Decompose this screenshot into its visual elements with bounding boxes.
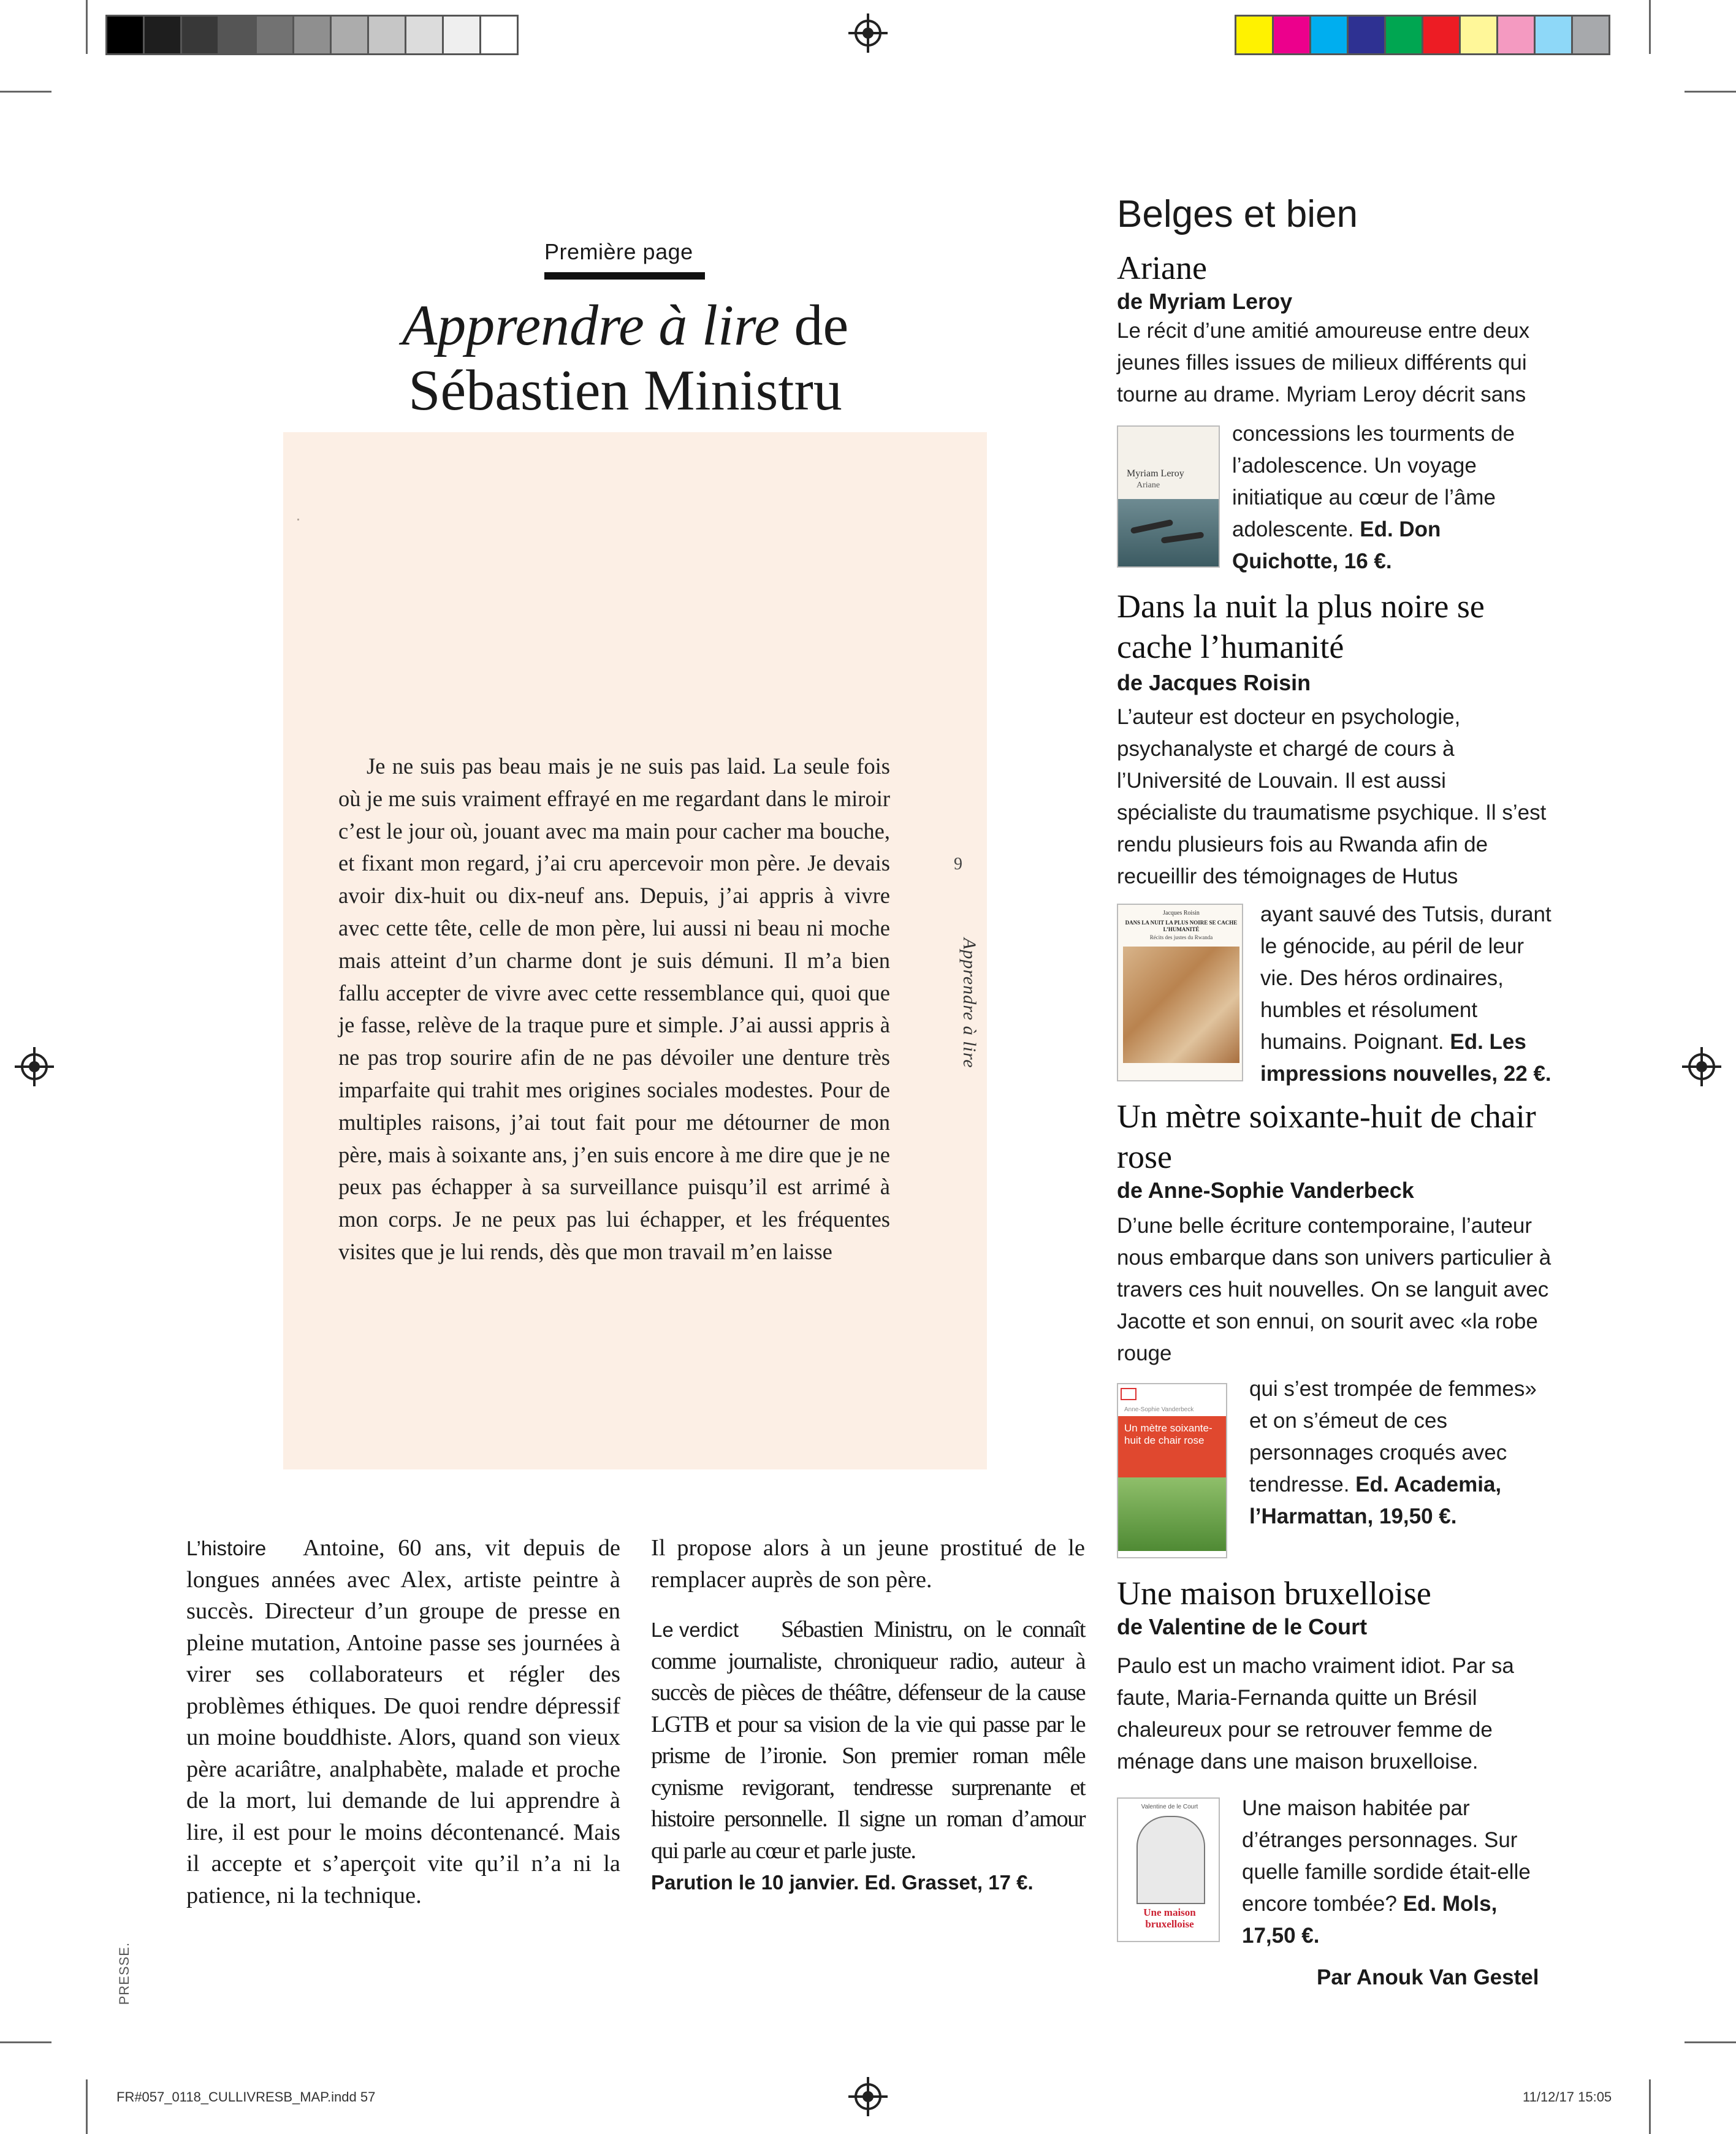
verdict-publication: Parution le 10 janvier. Ed. Grasset, 17 €. [651, 1871, 1034, 1894]
book-un-metre [1117, 1096, 1552, 1370]
cover-author: Jacques Roisin [1163, 910, 1200, 916]
book-une-maison [1117, 1573, 1552, 1778]
kicker-underline [544, 272, 705, 280]
crop-mark [86, 2079, 88, 2134]
review-right-column [651, 1533, 1085, 1899]
color-swatch [1461, 17, 1498, 53]
book-text-wrap [1249, 1373, 1556, 1533]
running-title: Apprendre à lire [959, 938, 980, 1069]
cover-author: Valentine de le Court [1141, 1804, 1198, 1810]
book-cover-dans-la-nuit [1117, 904, 1243, 1081]
color-swatch [1349, 17, 1386, 53]
book-title: Ariane [1117, 250, 1207, 286]
crop-mark [1685, 2041, 1736, 2043]
cover-photo [1118, 1477, 1227, 1551]
book-text-continued: Une maison habitée par d’étranges personnages. Sur quelle famille sordide était-elle encore tombée? [1242, 1796, 1531, 1916]
cover-title: DANS LA NUIT LA PLUS NOIRE SE CACHE L’HUMANITÉ [1125, 920, 1238, 932]
verdict-paragraph [651, 1614, 1085, 1867]
color-swatch [182, 17, 219, 53]
color-swatch [294, 17, 332, 53]
book-text-continued: qui s’est trompée de femmes» et on s’émeut de ces personnages croqués avec tendresse. [1249, 1377, 1537, 1496]
color-swatch [1423, 17, 1461, 53]
title-book: Apprendre à lire [402, 294, 780, 357]
book-text: L’auteur est docteur en psychologie, psychanalyste et chargé de cours à l’Université de Louvain. Il est aussi spécialiste du traumatisme psychique. Il s’est rendu plusieurs fois au Rwanda afin de recueillir des témoignages de Hutus [1117, 705, 1547, 888]
histoire-text: Antoine, 60 ans, vit depuis de longues années avec Alex, artiste peintre à succès. Directeur d’un groupe de presse en pleine mutation, Antoine passe ses journées à virer ses collaborateurs et régler des problèmes éthiques. De quoi rendre dépressif un moine bouddhiste. Alors, quand son vieux père acariâtre, analphabète, malade et proche de la mort, lui demande de lui apprendre à lire, il est pour le moins décontenancé. Mais il accepte et s’aperçoit vite qu’il n’a ni la patience, ni la technique. [186, 1535, 620, 1908]
histoire-paragraph [186, 1533, 620, 1911]
color-swatch [332, 17, 369, 53]
book-text-continued: ayant sauvé des Tutsis, durant le génocide, au péril de leur vie. Des héros ordinaires, humbles et résolument humains. Poignant. [1260, 902, 1551, 1054]
book-text-wrap [1260, 899, 1555, 1090]
book-text: Le récit d’une amitié amoureuse entre deux jeunes filles issues de milieux différents qui tourne au drame. Myriam Leroy décrit sans [1117, 319, 1530, 406]
color-swatch [481, 17, 517, 53]
cover-subtitle: Récits des justes du Rwanda [1149, 934, 1213, 940]
book-cover-ariane [1117, 425, 1220, 568]
byline: Par Anouk Van Gestel [1317, 1965, 1539, 1989]
color-swatch [1311, 17, 1349, 53]
crop-mark [1685, 91, 1736, 93]
excerpt-speck [297, 519, 299, 520]
cover-logo [1121, 1388, 1136, 1400]
registration-mark-right [1688, 1053, 1715, 1080]
crop-mark [1649, 0, 1651, 54]
title-author: Sébastien Ministru [408, 359, 842, 422]
color-swatch [219, 17, 257, 53]
crop-mark [0, 91, 51, 93]
cover-author: Myriam Leroy [1127, 468, 1184, 479]
cover-photo [1118, 499, 1220, 568]
book-ariane [1117, 248, 1552, 411]
color-swatch [1386, 17, 1423, 53]
color-swatch [257, 17, 294, 53]
color-swatch [444, 17, 481, 53]
book-publication: Ed. Les impressions nouvelles, 22 €. [1260, 1030, 1551, 1086]
cover-author: Anne-Sophie Vanderbeck [1124, 1406, 1194, 1413]
margin-note: PRESSE. [116, 1942, 132, 2005]
registration-mark-left [21, 1053, 48, 1080]
color-swatch [369, 17, 406, 53]
color-swatch [1498, 17, 1536, 53]
book-title: Dans la nuit la plus noire se cache l’humanité [1117, 588, 1485, 665]
book-author: de Jacques Roisin [1117, 670, 1311, 695]
book-cover-un-metre [1117, 1383, 1227, 1558]
slug-date: 11/12/17 15:05 [1523, 2089, 1612, 2105]
cover-title: Un mètre soixante-huit de chair rose [1124, 1422, 1213, 1446]
registration-mark-bottom [855, 2083, 881, 2110]
verdict-label: Le verdict [651, 1618, 739, 1641]
book-cover-une-maison [1117, 1797, 1220, 1942]
crop-mark [1649, 2079, 1651, 2134]
color-swatch [1536, 17, 1573, 53]
color-swatch [145, 17, 182, 53]
cover-title: Ariane [1136, 481, 1160, 490]
histoire-label: L’histoire [186, 1537, 267, 1560]
book-publication: Ed. Academia, l’Harmattan, 19,50 €. [1249, 1473, 1502, 1528]
book-author: de Anne-Sophie Vanderbeck [1117, 1178, 1414, 1203]
book-author: de Valentine de le Court [1117, 1614, 1368, 1639]
book-text-wrap [1242, 1793, 1555, 1952]
color-swatch [107, 17, 145, 53]
book-title: Une maison bruxelloise [1117, 1575, 1431, 1612]
book-text: Paulo est un macho vraiment idiot. Par sa faute, Maria-Fernanda quitte un Brésil chaleureux pour se retrouver femme de ménage dans une maison bruxelloise. [1117, 1654, 1514, 1774]
book-author: de Myriam Leroy [1117, 289, 1293, 314]
book-text-wrap [1232, 418, 1551, 577]
book-dans-la-nuit [1117, 586, 1552, 893]
excerpt-text: Je ne suis pas beau mais je ne suis pas laid. La seule fois où je me suis vraiment effrayé en me regardant dans le miroir c’est le jour où, jouant avec ma main pour cacher ma bouche, et fixant mon regard, j’ai cru apercevoir mon père. Je devais avoir dix-huit ou dix-neuf ans. Depuis, j’ai appris à vivre avec cette tête, celle de mon père, lui aussi ni beau ni moche mais atteint d’un charme dont je suis démuni. Il m’a bien fallu accepter de vivre avec cette ressemblance qui, quoi que je fasse, relève de la traque pure et simple. J’ai aussi appris à ne pas trop sourire afin de ne pas dévoiler une denture très imparfaite qui trahit mes origines sociales modestes. Pour de multiples raisons, j’ai tout fait pour me détourner de mon père, mais à soixante ans, j’en suis encore à me dire que je ne peux pas échapper à sa surveillance puisqu’il est arrimé à mon corps. Je ne peux pas lui échapper, et les fréquentes visites que je lui rends, dès que mon travail m’en laisse [338, 753, 890, 1264]
verdict-text: Sébastien Ministru, on le connaît comme journaliste, chroniqueur radio, auteur à succès de pièces de théâtre, défenseur de la cause LGTB et pour sa vision de la vie qui passe par le prisme de l’ironie. Son premier roman mêle cynisme revigorant, tendresse surprenante et histoire personnelle. Il signe un roman d’amour qui parle au cœur et parle juste. [651, 1617, 1085, 1864]
color-swatch [1274, 17, 1311, 53]
color-bar [1235, 15, 1610, 55]
sidebar-title: Belges et bien [1117, 193, 1358, 235]
book-title: Un mètre soixante-huit de chair rose [1117, 1098, 1536, 1175]
cover-illustration [1123, 947, 1239, 1063]
section-kicker: Première page [544, 239, 693, 264]
color-swatch [406, 17, 444, 53]
slug-filename: FR#057_0118_CULLIVRESB_MAP.indd 57 [116, 2089, 376, 2105]
crop-mark [86, 0, 88, 54]
page-title [184, 293, 1067, 423]
histoire-continued: Il propose alors à un jeune prostitué de le remplacer auprès de son père. [651, 1535, 1085, 1593]
color-swatch [1236, 17, 1274, 53]
cover-door [1136, 1816, 1205, 1904]
cover-title: Une maison bruxelloise [1143, 1907, 1196, 1930]
book-text-continued: concessions les tourments de l’adolescence. Un voyage initiatique au cœur de l’âme adolescente. [1232, 422, 1515, 541]
title-de: de [779, 294, 849, 357]
grayscale-bar [105, 15, 519, 55]
cover-band [1118, 1416, 1227, 1477]
book-text: D’une belle écriture contemporaine, l’auteur nous embarque dans son univers particulier à travers ces huit nouvelles. On se languit avec Jacotte et son ennui, on sourit avec «la robe rouge [1117, 1214, 1551, 1365]
registration-mark-top [855, 20, 881, 47]
book-publication: Ed. Don Quichotte, 16 €. [1232, 517, 1441, 573]
color-swatch [1573, 17, 1608, 53]
page-folio: 9 [954, 855, 962, 874]
book-publication: Ed. Mols, 17,50 €. [1242, 1892, 1498, 1948]
crop-mark [0, 2041, 51, 2043]
